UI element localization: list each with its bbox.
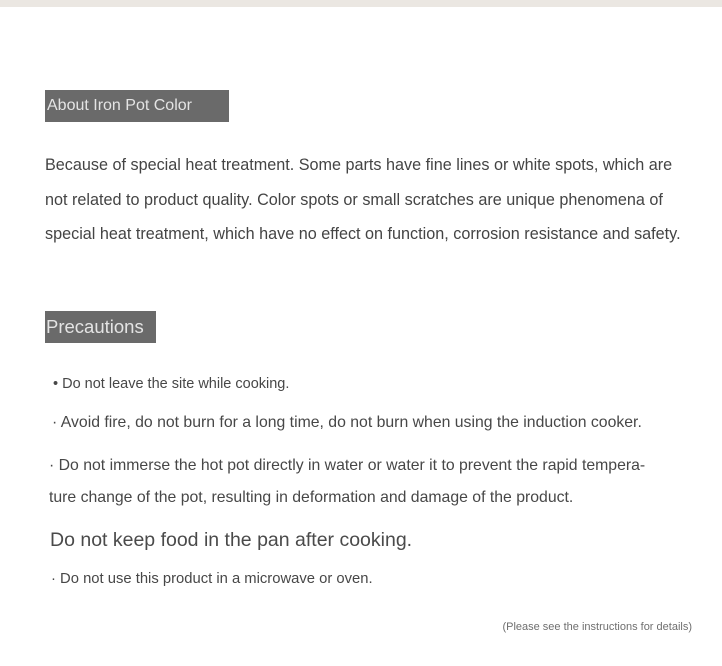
precaution-item-emphasis: Do not keep food in the pan after cooking. <box>50 529 413 551</box>
precautions-heading: Precautions <box>45 311 156 343</box>
about-iron-pot-color-paragraph: Because of special heat treatment. Some parts have fine lines or white spots, which are not related to product quality. Color spots or small scratches are unique phenomena of special heat treatment, which have no effect on function, corrosion resistance and safety. <box>45 156 681 243</box>
precaution-item-continued: ture change of the pot, resulting in deformation and damage of the product. <box>49 489 574 506</box>
precaution-item: · Avoid fire, do not burn for a long time, do not burn when using the induction cooker. <box>52 414 642 431</box>
precaution-item: • Do not leave the site while cooking. <box>53 376 290 392</box>
precaution-item: · Do not use this product in a microwave or oven. <box>51 571 373 587</box>
instructions-footnote: (Please see the instructions for details) <box>502 621 692 633</box>
about-iron-pot-color-heading: About Iron Pot Color <box>45 90 229 122</box>
precaution-item: · Do not immerse the hot pot directly in water or water it to prevent the rapid tempera- <box>49 457 646 474</box>
top-border-strip <box>0 0 722 7</box>
